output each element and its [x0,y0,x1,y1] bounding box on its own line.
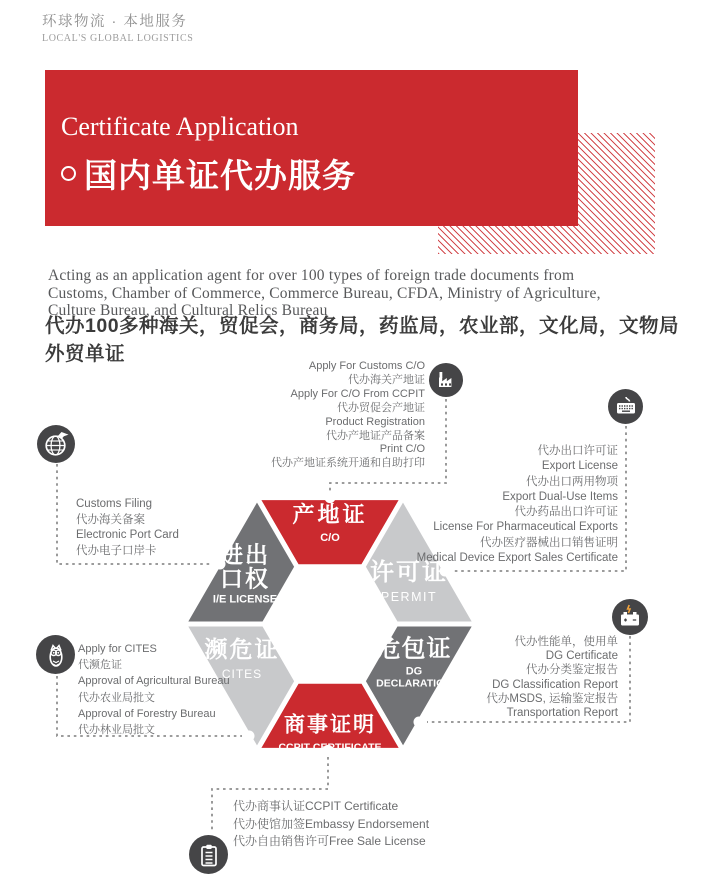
list-line: Acting as an application agent for over 100 types of foreign trade documents from [48,267,575,284]
label-cites-zh: 濒危证 [204,636,280,662]
label-dg [376,629,452,690]
brand-name-zh: 环球物流 · 本地服务 [42,14,188,30]
list-line: 代办性能单，使用单 [514,636,618,648]
list-line: 代办商事认证CCPIT Certificate [233,799,399,813]
label-dg-zh: 危包证 [376,635,452,663]
list-line: 代办电子口岸卡 [76,545,157,558]
list-line: 代办分类鉴定报告 [526,664,618,677]
list-line: Approval of Agricultural Bureau [78,675,230,688]
list-dg-services [486,635,618,720]
owl-icon [36,635,75,674]
label-dg-en1: DG [405,665,423,678]
list-line: 代办出口两用物项 [526,475,618,488]
label-co [292,498,367,544]
list-line: Export License [541,460,618,473]
list-line: Product Registration [325,415,425,428]
factory-icon [429,363,463,397]
label-permit-en: PERMIT [380,590,438,604]
list-line: Apply for CITES [78,643,157,655]
label-ie-zh1: 进出 [220,541,270,568]
list-line: DG Classification Report [492,678,618,691]
list-line: 代办产地证系统开通和自助打印 [271,457,425,470]
dot-dg [414,717,425,728]
label-cites-en: CITES [221,667,263,681]
label-ccpit-en: CCPIT CERTIFICATE [278,741,382,754]
list-line: 代办使馆加签Embassy Endorsement [233,816,430,831]
clipboard-icon [189,835,228,874]
list-line: Apply For C/O From CCPIT [290,387,425,400]
list-line: Transportation Report [506,707,618,720]
list-ccpit-services [233,798,429,851]
list-line: 代办自由销售许可Free Sale License [233,834,426,848]
list-line: 代办海关产地证 [348,373,425,386]
list-line: 代办100多种海关，贸促会，商务局，药监局，农业部，文化局，文物局 [45,315,680,337]
list-ie-services [76,497,179,560]
banner-title-en: Certificate Application [61,112,299,141]
list-line: Customs Filing [76,498,153,510]
label-ie-license [213,543,277,606]
list-line: Export Dual-Use Items [502,490,618,503]
banner-title-zh: 国内单证代办服务 [84,157,356,194]
list-line: DG Certificate [545,650,618,663]
list-line: 代办MSDS, 运输鉴定报告 [486,692,618,705]
dot-cites [244,731,255,742]
label-co-zh: 产地证 [292,502,368,527]
list-line: 代办农业局批文 [78,691,155,704]
list-line: Culture Bureau, and Cultural Relics Bureau [48,302,328,319]
list-cites-services [78,641,230,738]
label-ie-zh2: 口权 [220,565,270,592]
list-line: License For Pharmaceutical Exports [433,521,618,534]
keyboard-icon [608,389,643,424]
list-line: 代办医疗器械出口销售证明 [480,536,618,549]
label-dg-en2: DECLARATION [376,677,452,690]
battery-icon [612,599,648,635]
label-ccpit-zh: 商事证明 [284,713,376,737]
list-line: 代办林业局批文 [78,724,155,737]
list-line: Customs, Chamber of Commerce, Commerce Bureau, CFDA, Ministry of Agriculture, [48,284,601,302]
list-line: 代办贸促会产地证 [337,401,425,414]
list-line: Approval of Forestry Bureau [78,707,216,720]
list-line: 代办海关备案 [76,513,145,526]
list-line: Medical Device Export Sales Certificate [416,552,618,565]
list-co-services [271,360,425,471]
list-permit-services [417,444,618,566]
label-permit-zh: 许可证 [370,559,448,586]
list-line: Electronic Port Card [76,529,179,542]
list-line: Print C/O [379,443,425,456]
list-line: 代濒危证 [78,659,122,672]
label-co-en: C/O [320,532,340,544]
brand-name-en: LOCAL'S GLOBAL LOGISTICS [42,33,194,44]
globe-plane-icon [37,425,75,463]
list-line: 代办产地证产品备案 [326,429,425,442]
list-line: 外贸单证 [45,343,126,365]
list-line: 代办药品出口许可证 [514,506,618,519]
list-line: Apply For Customs C/O [308,360,425,372]
list-line: 代办出口许可证 [537,445,618,457]
label-ie-en: I/E LICENSE [212,593,278,606]
label-ccpit [278,709,381,754]
